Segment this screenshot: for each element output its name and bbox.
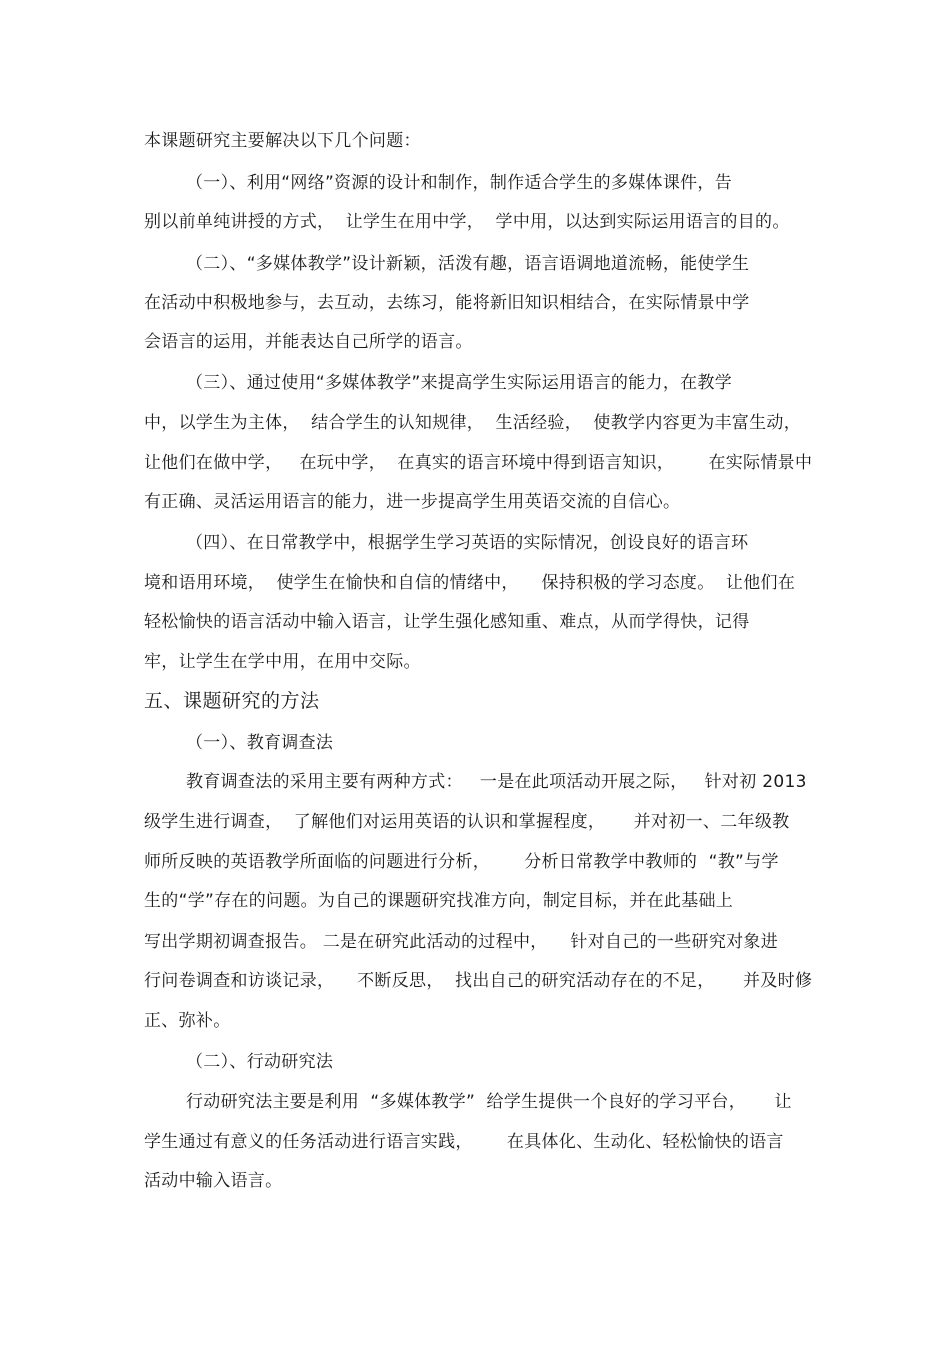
method-1-line-3: 师所反映的英语教学所面临的问题进行分析， 分析日常教学中教师的 “教”与学 <box>144 852 779 872</box>
method-2-line-2: 学生通过有意义的任务活动进行语言实践， 在具体化、生动化、轻松愉快的语言 <box>144 1132 784 1152</box>
section-heading: 五、课题研究的方法 <box>144 690 320 712</box>
item-1-line-2: 别以前单纯讲授的方式， 让学生在用中学， 学中用，以达到实际运用语言的目的。 <box>144 212 790 232</box>
method-1-line-5: 写出学期初调查报告。 二是在研究此活动的过程中， 针对自己的一些研究对象进 <box>144 932 779 952</box>
item-4-line-4: 牢，让学生在学中用，在用中交际。 <box>144 652 421 672</box>
method-1-line-1: 教育调查法的采用主要有两种方式： 一是在此项活动开展之际， 针对初 2013 <box>186 772 807 792</box>
intro-line: 本课题研究主要解决以下几个问题： <box>144 131 421 151</box>
item-3-line-2: 中，以学生为主体， 结合学生的认知规律， 生活经验， 使教学内容更为丰富生动， <box>144 413 802 433</box>
item-4-line-2: 境和语用环境， 使学生在愉快和自信的情绪中， 保持积极的学习态度。 让他们在 <box>144 573 796 593</box>
method-2-line-3: 活动中输入语言。 <box>144 1171 283 1191</box>
item-3-line-3: 让他们在做中学， 在玩中学， 在真实的语言环境中得到语言知识， 在实际情景中 <box>144 453 813 473</box>
item-4-line-1: （四）、在日常教学中，根据学生学习英语的实际情况，创设良好的语言环 <box>186 533 749 553</box>
item-4-line-3: 轻松愉快的语言活动中输入语言，让学生强化感知重、难点，从而学得快，记得 <box>144 612 750 632</box>
method-1-line-2: 级学生进行调查， 了解他们对运用英语的认识和掌握程度， 并对初一、二年级教 <box>144 812 790 832</box>
item-2-line-2: 在活动中积极地参与，去互动，去练习，能将新旧知识相结合，在实际情景中学 <box>144 293 750 313</box>
method-1-line-4: 生的“学”存在的问题。为自己的课题研究找准方向，制定目标，并在此基础上 <box>144 891 734 911</box>
item-3-line-1: （三）、通过使用“多媒体教学”来提高学生实际运用语言的能力，在教学 <box>186 373 733 393</box>
item-2-line-1: （二）、“多媒体教学”设计新颖，活泼有趣，语言语调地道流畅，能使学生 <box>186 254 750 274</box>
method-2-line-1: 行动研究法主要是利用 “多媒体教学” 给学生提供一个良好的学习平台， 让 <box>186 1092 792 1112</box>
item-2-line-3: 会语言的运用，并能表达自己所学的语言。 <box>144 332 473 352</box>
method-1-title: （一）、教育调查法 <box>186 733 334 753</box>
method-2-title: （二）、行动研究法 <box>186 1052 334 1072</box>
item-1-line-1: （一）、利用“网络”资源的设计和制作，制作适合学生的多媒体课件，告 <box>186 173 733 193</box>
item-3-line-4: 有正确、灵活运用语言的能力，进一步提高学生用英语交流的自信心。 <box>144 492 681 512</box>
method-1-line-6: 行问卷调查和访谈记录， 不断反思， 找出自己的研究活动存在的不足， 并及时修 <box>144 971 813 991</box>
method-1-line-7: 正、弥补。 <box>144 1011 231 1031</box>
